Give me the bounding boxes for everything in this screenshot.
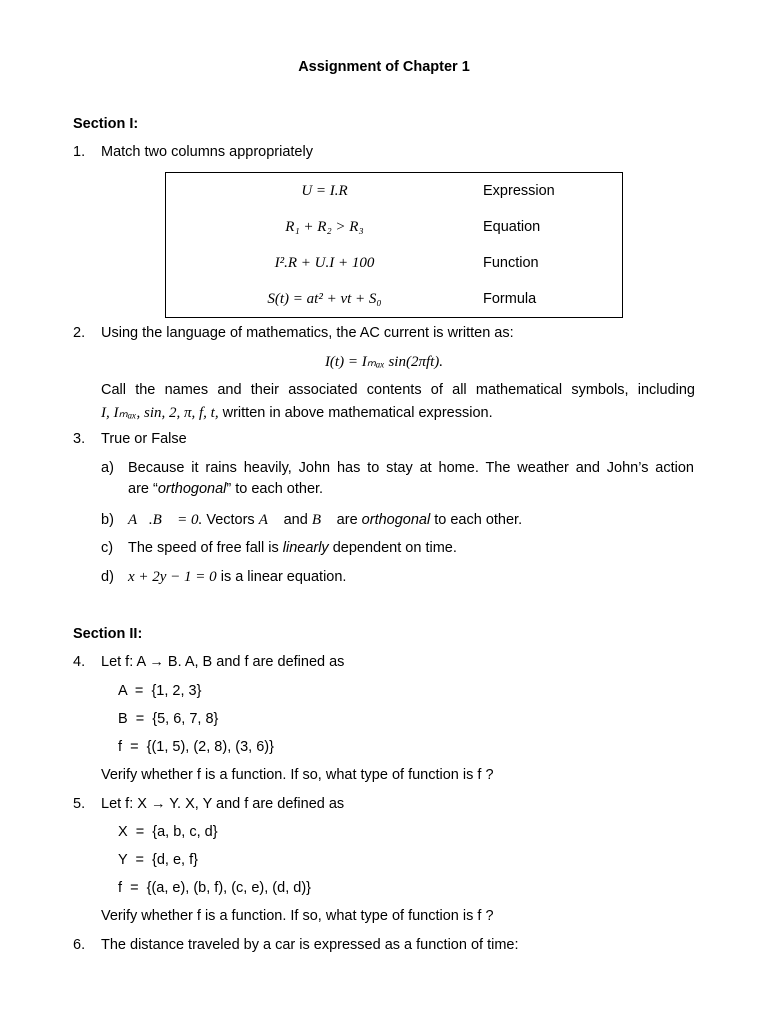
q3c-post: dependent on time.	[328, 540, 457, 556]
match-left: R₁ + R₂ > R₃	[285, 218, 364, 235]
q3b-vec-b: B⃗	[311, 512, 333, 528]
match-left: I².R + U.I + 100	[274, 254, 375, 271]
q3d-line	[128, 569, 346, 586]
section-2-heading: Section II:	[73, 626, 143, 642]
match-right: Formula	[483, 291, 537, 307]
q3d-math: x + 2y − 1 = 0	[128, 569, 217, 585]
q4-set-f: f = {(1, 5), (2, 8), (3, 6)}	[118, 739, 274, 755]
q2-line2	[101, 403, 493, 422]
q4-verify: Verify whether f is a function. If so, what type of function is f ?	[101, 767, 494, 783]
q3b-line	[128, 512, 522, 529]
q3b-label: b)	[101, 512, 114, 528]
q3a-post: ” to each other.	[226, 481, 324, 497]
match-row	[166, 281, 623, 318]
match-row	[166, 173, 623, 210]
q5-verify: Verify whether f is a function. If so, what type of function is f ?	[101, 908, 494, 924]
match-right: Function	[483, 255, 539, 271]
q3b-pre: Vectors	[202, 512, 259, 528]
q5-text: Let f: X → Y. X, Y and f are defined as	[101, 796, 345, 812]
q4-number: 4.	[73, 654, 86, 670]
match-row	[166, 245, 623, 281]
q2-formula: I(t) = Iₘₐₓ sin(2πft).	[324, 354, 444, 370]
match-left: U = I.R	[301, 182, 348, 199]
q3b-post: to each other.	[430, 512, 523, 528]
match-table	[165, 172, 623, 318]
page-title: Assignment of Chapter 1	[298, 59, 470, 75]
q4-set-a: A = {1, 2, 3}	[118, 683, 202, 699]
q3c-line	[128, 540, 457, 556]
q3a-line2	[128, 481, 323, 497]
match-right: Equation	[483, 219, 541, 235]
q5-set-f: f = {(a, e), (b, f), (c, e), (d, d)}	[118, 880, 311, 896]
q3c-em: linearly	[282, 540, 329, 556]
q3b-and: and	[279, 512, 312, 528]
q6-number: 6.	[73, 937, 86, 953]
q1-text: Match two columns appropriately	[101, 144, 313, 160]
q3b-math: A⃗.B⃗ = 0.	[128, 512, 203, 528]
q2-line2-rest: written in above mathematical expression.	[218, 405, 493, 421]
q6-text: The distance traveled by a car is expressed as a function of time:	[101, 937, 519, 953]
q2-number: 2.	[73, 325, 86, 341]
section-1-heading: Section I:	[73, 116, 139, 132]
q3-text: True or False	[101, 431, 187, 447]
match-row	[166, 209, 623, 245]
q3a-em: orthogonal	[157, 481, 227, 497]
q3b-are: are	[332, 512, 362, 528]
q3b-vec-a: A⃗	[258, 512, 280, 528]
q5-number: 5.	[73, 796, 86, 812]
q3a-pre: are “	[128, 481, 158, 497]
q4-text: Let f: A → B. A, B and f are defined as	[101, 654, 345, 670]
q3d-label: d)	[101, 569, 114, 585]
q3-number: 3.	[73, 431, 86, 447]
match-right: Expression	[483, 183, 555, 199]
q3c-pre: The speed of free fall is	[128, 540, 283, 556]
q3c-label: c)	[101, 540, 114, 556]
q4-set-b: B = {5, 6, 7, 8}	[118, 711, 219, 727]
q5-set-x: X = {a, b, c, d}	[118, 824, 218, 840]
q3b-em: orthogonal	[361, 512, 431, 528]
q2-text: Using the language of mathematics, the AC current is written as:	[101, 325, 514, 341]
q5-set-y: Y = {d, e, f}	[118, 852, 198, 868]
q1-number: 1.	[73, 144, 86, 160]
q2-symbols: I, Iₘₐₓ, sin, 2, π, f, t,	[101, 405, 219, 421]
match-left: S(t) = at² + vt + S₀	[267, 290, 382, 307]
q2-line1: Call the names and their associated contents of all mathematical symbols, including	[101, 382, 695, 398]
q3d-post: is a linear equation.	[216, 569, 347, 585]
q3a-line1: Because it rains heavily, John has to stay at home. The weather and John’s action	[128, 460, 694, 476]
q3a-label: a)	[101, 460, 114, 476]
